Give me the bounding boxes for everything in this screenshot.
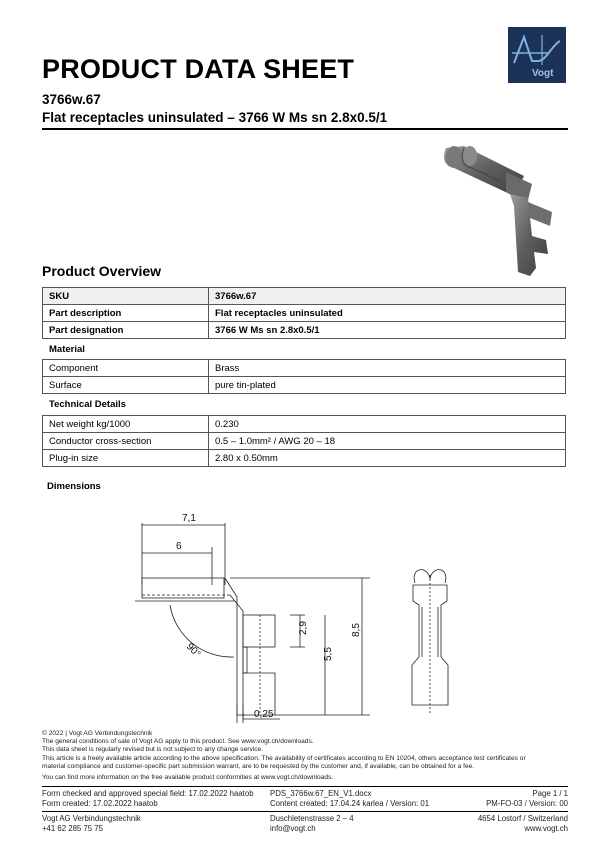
material-table <box>42 359 566 394</box>
address-info <box>270 814 354 833</box>
dim-label-7-1: 7,1 <box>182 513 196 524</box>
company-website[interactable]: www.vogt.ch <box>524 823 568 833</box>
row-value: 0.5 – 1.0mm² / AWG 20 – 18 <box>209 433 566 450</box>
table-row <box>43 322 566 339</box>
company-info <box>42 814 141 833</box>
location-info <box>478 814 568 833</box>
legal-line: You can find more information on the free available product conformities at www.vogt.ch/downloads. <box>42 774 334 782</box>
overview-table <box>42 287 566 339</box>
table-row <box>43 433 566 450</box>
row-value: pure tin-plated <box>209 377 566 394</box>
overview-heading: Product Overview <box>42 263 162 279</box>
dim-label-2-9: 2,9 <box>298 621 309 635</box>
row-value: Brass <box>209 360 566 377</box>
row-label: Component <box>43 360 209 377</box>
dim-label-8-5: 8,5 <box>351 623 362 637</box>
doc-name: PDS_3766w.67_EN_V1.docx <box>270 789 372 798</box>
technical-table <box>42 415 566 467</box>
page-info <box>486 789 568 808</box>
table-row <box>43 416 566 433</box>
content-created: Content created: 17.04.24 karlea / Version: 01 <box>270 798 430 808</box>
dimensions-heading: Dimensions <box>47 481 101 492</box>
row-label: Plug-in size <box>43 450 209 467</box>
row-value: 2.80 x 0.50mm <box>209 450 566 467</box>
row-label: Net weight kg/1000 <box>43 416 209 433</box>
legal-line: material compliance and customer-specific part submission warrant, are to be requested by the customer and, if available, can be obtained for a fee. <box>42 762 475 770</box>
product-image <box>436 136 566 286</box>
row-label: Part designation <box>43 322 209 339</box>
footer-rule-bottom <box>42 811 568 812</box>
company-city: 4654 Lostorf / Switzerland <box>477 814 568 823</box>
product-subtitle: Flat receptacles uninsulated – 3766 W Ms sn 2.8x0.5/1 <box>42 110 388 125</box>
row-value: 3766w.67 <box>209 288 566 305</box>
legal-line: The general conditions of sale of Vogt AG apply to this product. See www.vogt.ch/downloads. <box>42 738 314 746</box>
legal-notice <box>42 730 526 782</box>
row-value: Flat receptacles uninsulated <box>209 305 566 322</box>
vogt-logo <box>508 27 566 83</box>
material-heading: Material <box>49 344 85 355</box>
table-row <box>43 305 566 322</box>
dim-label-angle: 90° <box>183 641 203 660</box>
technical-heading: Technical Details <box>49 399 126 410</box>
dim-label-0-25: 0,25 <box>254 709 274 720</box>
company-street: Duschletenstrasse 2 – 4 <box>270 814 354 823</box>
company-name: Vogt AG Verbindungstechnik <box>42 814 141 823</box>
page-title: PRODUCT DATA SHEET <box>42 54 355 84</box>
form-created: Form created: 17.02.2022 haatob <box>42 798 158 808</box>
row-label: SKU <box>43 288 209 305</box>
page-number: Page 1 / 1 <box>532 789 568 798</box>
table-row <box>43 288 566 305</box>
legal-line: This data sheet is regularly revised but is not subject to any change service. <box>42 746 264 754</box>
table-row <box>43 377 566 394</box>
row-label: Part description <box>43 305 209 322</box>
product-sku: 3766w.67 <box>42 92 101 107</box>
table-row <box>43 450 566 467</box>
vogt-logo-mark <box>508 27 566 83</box>
footer-rule-top <box>42 786 568 787</box>
form-checked: Form checked and approved special field: 17.02.2022 haatob <box>42 789 254 798</box>
row-value: 0.230 <box>209 416 566 433</box>
company-phone: +41 62 285 75 75 <box>42 823 103 833</box>
legal-line: © 2022 | Vogt AG Verbindungstechnik <box>42 730 153 737</box>
row-label: Conductor cross-section <box>43 433 209 450</box>
company-email[interactable]: info@vogt.ch <box>270 823 316 833</box>
header-rule <box>42 128 568 130</box>
logo-text: Vogt <box>532 68 554 79</box>
form-info <box>42 789 254 808</box>
table-row <box>43 360 566 377</box>
dim-label-5-5: 5,5 <box>323 647 334 661</box>
dimension-drawing <box>130 505 470 725</box>
doc-info <box>270 789 429 808</box>
row-label: Surface <box>43 377 209 394</box>
dim-label-6: 6 <box>176 541 182 552</box>
row-value: 3766 W Ms sn 2.8x0.5/1 <box>209 322 566 339</box>
form-version: PM-FO-03 / Version: 00 <box>486 798 568 808</box>
legal-line: This article is a freely available article according to the above specification. The availability of certificates according to EN 10204, others acceptance test certificates or <box>42 754 526 762</box>
